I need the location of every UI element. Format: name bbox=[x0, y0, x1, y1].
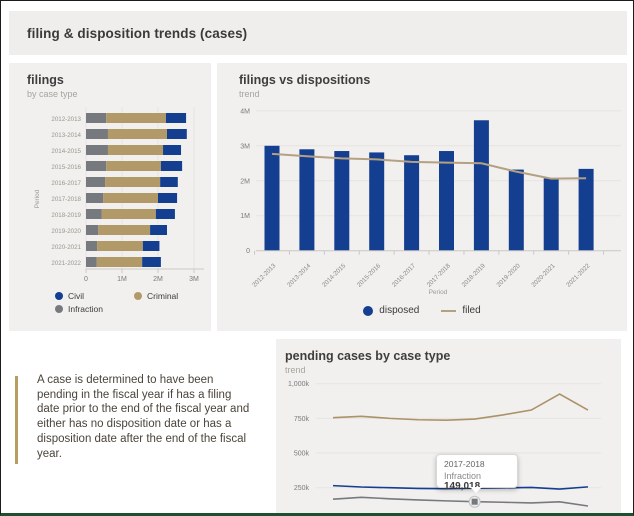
filings-bar-civil[interactable] bbox=[150, 225, 167, 235]
page-title: filing & disposition trends (cases) bbox=[27, 25, 248, 41]
filings-subtitle: by case type bbox=[27, 89, 78, 99]
tick-label: 250k bbox=[293, 485, 309, 493]
filings-stacked-bar-chart[interactable] bbox=[9, 103, 211, 291]
filings-bar-civil[interactable] bbox=[156, 209, 175, 219]
filings-bar-criminal[interactable] bbox=[108, 129, 167, 139]
legend-label: Criminal bbox=[147, 291, 179, 301]
category-label: 2021-2022 bbox=[565, 262, 592, 289]
filed-line[interactable] bbox=[272, 154, 586, 179]
legend-item-civil[interactable] bbox=[55, 291, 134, 301]
category-label: 2018-2019 bbox=[460, 262, 487, 289]
combo-subtitle: trend bbox=[239, 89, 260, 99]
note-accent-bar bbox=[15, 376, 18, 464]
filings-legend bbox=[55, 291, 213, 314]
filings-bar-civil[interactable] bbox=[142, 257, 161, 267]
pending-cases-line-chart[interactable] bbox=[276, 379, 621, 516]
legend-label: filed bbox=[462, 305, 481, 316]
filed-legend-line-icon bbox=[441, 310, 456, 312]
pending-cases-panel bbox=[276, 339, 621, 516]
disposed-bar[interactable] bbox=[369, 152, 384, 250]
criminal-legend-dot-icon bbox=[134, 292, 142, 300]
disposed-bar[interactable] bbox=[439, 151, 454, 251]
tooltip-series: Infraction bbox=[444, 471, 482, 481]
disposed-bar[interactable] bbox=[474, 120, 489, 250]
tick-label: 1,000k bbox=[287, 381, 309, 389]
tooltip-series-value bbox=[444, 471, 510, 492]
filings-title: filings bbox=[27, 73, 64, 87]
tooltip-value: 149,018 bbox=[444, 481, 481, 492]
filings-bar-infraction[interactable] bbox=[86, 113, 106, 123]
pending-title: pending cases by case type bbox=[285, 349, 451, 363]
chart-tooltip bbox=[436, 454, 518, 492]
filings-vs-dispositions-chart[interactable] bbox=[217, 103, 627, 303]
tick-label: 2M bbox=[240, 178, 250, 186]
category-label: 2017-2018 bbox=[51, 196, 81, 203]
filings-bar-criminal[interactable] bbox=[106, 161, 161, 171]
filings-vs-dispositions-panel bbox=[217, 63, 627, 331]
category-label: 2016-2017 bbox=[390, 262, 418, 289]
category-label: 2019-2020 bbox=[495, 262, 522, 289]
pending-line-criminal[interactable] bbox=[333, 394, 588, 420]
disposed-bar[interactable] bbox=[579, 169, 594, 251]
tooltip-period: 2017-2018 bbox=[444, 459, 485, 469]
infraction-legend-dot-icon bbox=[55, 305, 63, 313]
filings-bar-infraction[interactable] bbox=[86, 177, 105, 187]
tick-label: 4M bbox=[240, 108, 250, 116]
filings-bar-criminal[interactable] bbox=[105, 177, 160, 187]
category-label: 2013-2014 bbox=[51, 132, 81, 139]
filings-bar-civil[interactable] bbox=[158, 193, 177, 203]
filings-bar-infraction[interactable] bbox=[86, 129, 108, 139]
filings-bar-infraction[interactable] bbox=[86, 193, 103, 203]
filings-bar-criminal[interactable] bbox=[97, 241, 143, 251]
filings-bar-criminal[interactable] bbox=[97, 257, 142, 267]
filings-bar-civil[interactable] bbox=[167, 129, 187, 139]
filings-bar-infraction[interactable] bbox=[86, 241, 97, 251]
disposed-legend-dot-icon bbox=[363, 306, 373, 316]
tick-label: 500k bbox=[293, 450, 309, 458]
category-label: 2014-2015 bbox=[320, 262, 348, 289]
tick-label: 0 bbox=[84, 276, 88, 283]
disposed-bar[interactable] bbox=[544, 178, 559, 250]
category-label: 2020-2021 bbox=[530, 262, 557, 289]
pending-line-infraction[interactable] bbox=[333, 497, 588, 506]
category-label: 2015-2016 bbox=[51, 164, 81, 171]
category-label: 2021-2022 bbox=[51, 260, 81, 267]
legend-label: Civil bbox=[68, 291, 85, 301]
tick-label: 1M bbox=[240, 213, 250, 221]
filings-bar-infraction[interactable] bbox=[86, 257, 97, 267]
disposed-bar[interactable] bbox=[265, 146, 280, 251]
disposed-bar[interactable] bbox=[299, 149, 314, 250]
tick-label: 1M bbox=[117, 276, 127, 283]
legend-item-filed[interactable] bbox=[441, 305, 480, 316]
category-label: 2019-2020 bbox=[51, 228, 81, 235]
pending-subtitle: trend bbox=[285, 365, 306, 375]
category-label: 2014-2015 bbox=[51, 148, 81, 155]
category-label: 2018-2019 bbox=[51, 212, 81, 219]
filings-bar-infraction[interactable] bbox=[86, 145, 108, 155]
filings-bar-criminal[interactable] bbox=[98, 225, 150, 235]
highlight-marker[interactable] bbox=[472, 499, 478, 505]
category-label: 2013-2014 bbox=[286, 262, 313, 289]
legend-item-criminal[interactable] bbox=[134, 291, 213, 301]
disposed-bar[interactable] bbox=[334, 151, 349, 251]
filings-bar-criminal[interactable] bbox=[103, 193, 158, 203]
legend-item-disposed[interactable] bbox=[363, 305, 419, 316]
filings-bar-civil[interactable] bbox=[161, 161, 182, 171]
definition-note: A case is determined to have been pending in the fiscal year if has a filing date prior to the end of the fiscal year and either has no disposition date or has a disposition date after the end of the fiscal year. bbox=[37, 374, 250, 460]
category-label: 2015-2016 bbox=[355, 262, 383, 289]
filings-panel bbox=[9, 63, 211, 331]
tick-label: 0 bbox=[246, 248, 250, 256]
combo-title: filings vs dispositions bbox=[239, 73, 371, 87]
disposed-bar[interactable] bbox=[404, 155, 419, 250]
legend-label: Infraction bbox=[68, 304, 103, 314]
filings-bar-civil[interactable] bbox=[163, 145, 181, 155]
filings-bar-criminal[interactable] bbox=[102, 209, 156, 219]
filings-bar-civil[interactable] bbox=[143, 241, 160, 251]
disposed-bar[interactable] bbox=[509, 170, 524, 251]
tick-label: 750k bbox=[293, 415, 309, 423]
category-label: 2017-2018 bbox=[425, 262, 452, 289]
y-axis-title: Period bbox=[34, 189, 41, 209]
filings-bar-criminal[interactable] bbox=[108, 145, 163, 155]
category-label: 2020-2021 bbox=[51, 244, 81, 251]
category-label: 2012-2013 bbox=[251, 262, 278, 289]
category-label: 2012-2013 bbox=[51, 116, 81, 123]
filings-bar-infraction[interactable] bbox=[86, 225, 98, 235]
civil-legend-dot-icon bbox=[55, 292, 63, 300]
page-header-bar bbox=[9, 11, 627, 55]
legend-label: disposed bbox=[379, 305, 420, 316]
filings-bar-civil[interactable] bbox=[166, 113, 186, 123]
combo-legend bbox=[217, 305, 627, 316]
tick-label: 3M bbox=[240, 143, 250, 151]
filings-bar-infraction[interactable] bbox=[86, 209, 102, 219]
filings-bar-criminal[interactable] bbox=[106, 113, 166, 123]
category-label: 2016-2017 bbox=[51, 180, 81, 187]
legend-item-infraction[interactable] bbox=[55, 304, 134, 314]
filings-bar-civil[interactable] bbox=[160, 177, 178, 187]
tick-label: 2M bbox=[153, 276, 163, 283]
tick-label: 3M bbox=[189, 276, 199, 283]
x-axis-title: Period bbox=[428, 289, 448, 296]
filings-bar-infraction[interactable] bbox=[86, 161, 106, 171]
